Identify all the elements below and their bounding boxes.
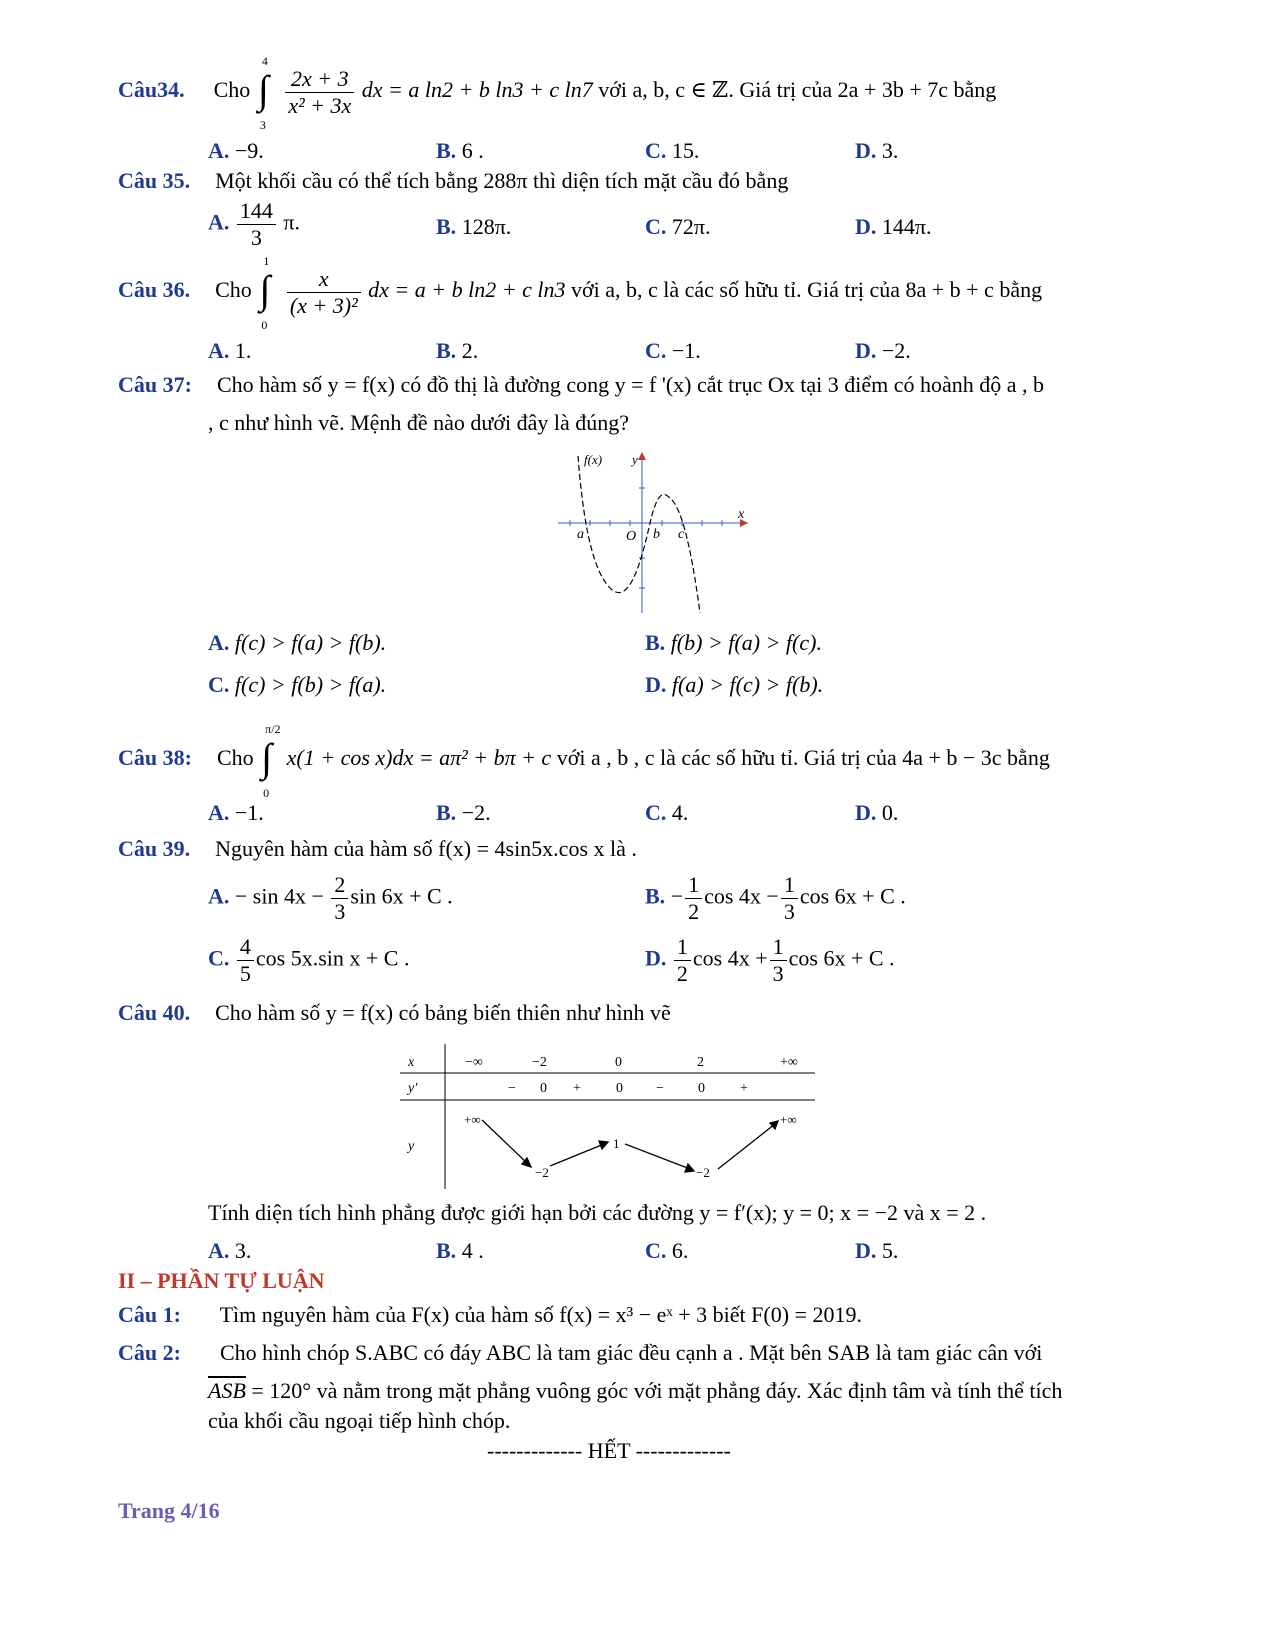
question-text: Tìm nguyên hàm của F(x) của hàm số f(x) = x³ − eˣ + 3 biết F(0) = 2019.: [219, 1302, 862, 1327]
fraction: $\frac{2}{3}$: [331, 872, 348, 925]
table-sign: −: [656, 1081, 664, 1096]
graph-o-label: O: [626, 529, 637, 544]
fraction: $\frac{1}{2}$: [674, 934, 691, 987]
option-a[interactable]: A. $\frac{144}{3}$ π.: [208, 198, 300, 250]
question-36: [118, 254, 1043, 332]
table-y-value: +∞: [780, 1112, 797, 1127]
fraction: $\frac{1}{3}$: [770, 934, 787, 987]
table-x-header: x: [408, 1055, 415, 1070]
derivative-graph: [550, 448, 760, 618]
question-34: [118, 54, 997, 132]
option-a[interactable]: A. −9.: [208, 138, 264, 163]
y-axis-arrow: [638, 452, 646, 460]
table-x-value: 0: [615, 1055, 622, 1070]
question-label: Câu 35.: [118, 168, 191, 193]
option-b[interactable]: B. − $\frac{1}{2}$ cos 4x − $\frac{1}{3}$ cos 6x + C .: [645, 872, 906, 924]
integral-sign: ∫ 4 3: [257, 54, 269, 132]
fraction: $\frac{x}{\text{(x + 3)²}}$: [287, 266, 361, 319]
option-a[interactable]: A. − sin 4x − $\frac{2}{3}$ sin 6x + C .: [208, 872, 453, 924]
graph-c-label: c: [678, 527, 685, 542]
question-text: Cho hàm số y = f(x) có đồ thị là đường cong y = f '(x) cắt trục Ox tại 3 điểm có hoành độ a , b: [216, 372, 1044, 397]
fraction: $\frac{4}{5}$: [237, 934, 254, 987]
table-arrows: [482, 1120, 778, 1172]
question-label: Câu34.: [118, 77, 185, 103]
option-c[interactable]: C. 72π.: [645, 214, 711, 239]
end-marker: ------------- HẾT -------------: [487, 1438, 731, 1463]
table-y-header: y: [408, 1139, 415, 1154]
equation: x(1 + cos x)dx = aπ² + bπ + c: [286, 745, 552, 771]
equation: dx = a + b ln2 + c ln3: [368, 277, 566, 303]
table-y-value: +∞: [464, 1112, 481, 1127]
table-sign: −: [508, 1081, 516, 1096]
table-sign: 0: [540, 1081, 547, 1096]
question-label: Câu 2:: [118, 1340, 181, 1365]
option-d[interactable]: D. 5.: [855, 1238, 899, 1263]
table-x-value: +∞: [780, 1055, 798, 1070]
option-b[interactable]: B. 128π.: [436, 214, 512, 239]
question-39: [118, 836, 637, 862]
question-label: Câu 1:: [118, 1302, 181, 1327]
question-label: Câu 40.: [118, 1000, 191, 1025]
integral-sign: ∫ 1 0: [259, 254, 271, 332]
question-text: với a , b , c là các số hữu tỉ. Giá trị của 4a + b − 3c bằng: [556, 745, 1050, 771]
option-d[interactable]: D. −2.: [855, 338, 911, 363]
angle-label: $\overline{ASB}$: [208, 1378, 246, 1403]
essay-question-1: [118, 1302, 862, 1328]
table-y-value: −2: [696, 1165, 710, 1180]
table-x-value: 2: [697, 1055, 704, 1070]
question-text: Nguyên hàm của hàm số f(x) = 4sin5x.cos x là .: [215, 836, 637, 861]
option-c[interactable]: C. f(c) > f(b) > f(a).: [208, 672, 387, 697]
fraction: $\frac{1}{3}$: [781, 872, 798, 925]
option-b[interactable]: B. 6 .: [436, 138, 484, 163]
question-text: Cho hàm số y = f(x) có bảng biến thiên như hình vẽ: [215, 1000, 671, 1025]
option-a[interactable]: A. −1.: [208, 800, 264, 825]
graph-a-label: a: [577, 527, 584, 542]
question-text-line2: , c như hình vẽ. Mệnh đề nào dưới đây là đúng?: [208, 410, 629, 435]
table-x-value: −∞: [465, 1055, 483, 1070]
question-text: Một khối cầu có thể tích bằng 288π thì diện tích mặt cầu đó bằng: [215, 168, 789, 193]
fraction: $\frac{1}{2}$: [685, 872, 702, 925]
table-sign: 0: [698, 1081, 705, 1096]
option-b[interactable]: B. f(b) > f(a) > f(c).: [645, 630, 822, 655]
question-label: Câu 37:: [118, 372, 192, 397]
question-38: [118, 722, 1050, 800]
option-d[interactable]: D. f(a) > f(c) > f(b).: [645, 672, 824, 697]
option-a[interactable]: A. 1.: [208, 338, 252, 363]
option-a[interactable]: A. f(c) > f(a) > f(b).: [208, 630, 387, 655]
question-text: Cho: [215, 277, 252, 303]
option-d[interactable]: D. $\frac{1}{2}$ cos 4x + $\frac{1}{3}$ cos 6x + C .: [645, 934, 895, 986]
question-label: Câu 38:: [118, 745, 192, 771]
option-c[interactable]: C. 4.: [645, 800, 689, 825]
variation-table: [400, 1044, 820, 1192]
table-y-value: −2: [535, 1165, 549, 1180]
integral-sign: ∫ π/2 0: [261, 722, 281, 800]
question-35: [118, 168, 788, 194]
graph-y-label: y: [632, 452, 638, 467]
page-number: Trang 4/16: [118, 1498, 220, 1523]
option-b[interactable]: B. 2.: [436, 338, 479, 363]
equation: dx = a ln2 + b ln3 + c ln7: [361, 77, 593, 103]
section-title: II – PHẦN TỰ LUẬN: [118, 1268, 325, 1293]
question-text-line3: của khối cầu ngoại tiếp hình chóp.: [208, 1408, 511, 1433]
option-d[interactable]: D. 144π.: [855, 214, 932, 239]
option-a[interactable]: A. 3.: [208, 1238, 252, 1263]
table-sign: +: [740, 1081, 748, 1096]
fraction: $\frac{144}{3}$: [237, 198, 276, 251]
question-40-prompt: Tính diện tích hình phẳng được giới hạn bởi các đường y = f′(x); y = 0; x = −2 và x = 2 .: [208, 1200, 987, 1225]
table-sign: 0: [616, 1081, 623, 1096]
option-b[interactable]: B. −2.: [436, 800, 491, 825]
essay-question-2: [118, 1340, 1042, 1366]
question-label: Câu 36.: [118, 277, 191, 303]
option-c[interactable]: C. $\frac{4}{5}$ cos 5x.sin x + C .: [208, 934, 410, 986]
graph-fx-label: f(x): [584, 452, 603, 467]
option-c[interactable]: C. 6.: [645, 1238, 689, 1263]
question-text: Cho: [216, 745, 254, 771]
question-40: [118, 1000, 671, 1026]
question-text: với a, b, c là các số hữu tỉ. Giá trị của 8a + b + c bằng: [570, 277, 1043, 303]
option-c[interactable]: C. −1.: [645, 338, 701, 363]
graph-x-label: x: [738, 507, 745, 522]
option-d[interactable]: D. 0.: [855, 800, 899, 825]
question-text: Cho hình chóp S.ABC có đáy ABC là tam giác đều cạnh a . Mặt bên SAB là tam giác cân với: [219, 1340, 1043, 1365]
question-text-line2: $\overline{ASB} = 120^\circ$ và nằm trong mặt phẳng vuông góc với mặt phẳng đáy. Xác định tâm và tính thể tích: [208, 1378, 1063, 1403]
fraction: $\frac{2x + 3}{\text{x² + 3x}}$: [285, 66, 354, 119]
question-37: [118, 372, 1044, 398]
graph-b-label: b: [653, 527, 660, 542]
table-x-value: −2: [532, 1055, 547, 1070]
option-c[interactable]: C. 15.: [645, 138, 700, 163]
option-d[interactable]: D. 3.: [855, 138, 899, 163]
question-text: với a, b, c ∈ ℤ. Giá trị của 2a + 3b + 7c bằng: [598, 77, 997, 103]
option-b[interactable]: B. 4 .: [436, 1238, 484, 1263]
question-label: Câu 39.: [118, 836, 191, 861]
table-yp-header: y′: [408, 1081, 418, 1096]
table-sign: +: [573, 1081, 581, 1096]
question-text: Cho: [213, 77, 251, 103]
table-y-value: 1: [613, 1136, 620, 1151]
